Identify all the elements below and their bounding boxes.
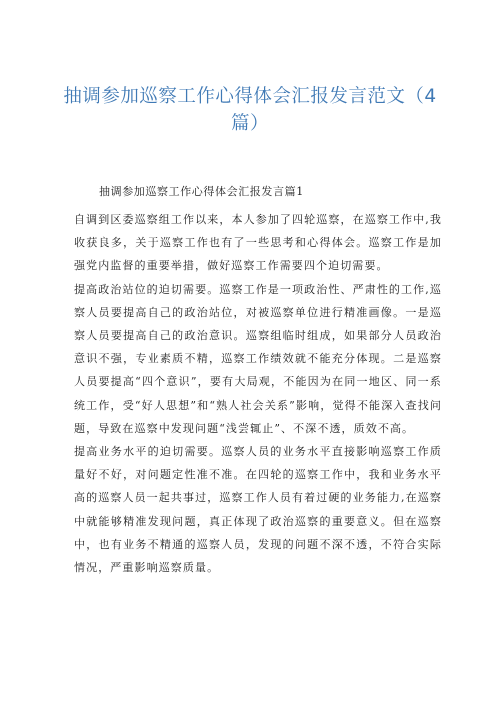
document-title: 抽调参加巡察工作心得体会汇报发言范文（4篇） (63, 86, 437, 134)
section-heading: 抽调参加巡察工作心得体会汇报发言篇1 (99, 185, 304, 198)
paragraph: 自调到区委巡察组工作以来，本人参加了四轮巡察，在巡察工作中,我收获良多，关于巡察工作也有了一些思考和心得体会。巡察工作是加强党内监督的重要举措，做好巡察工作需要四个迫切需要。 (74, 213, 442, 273)
paragraph: 提高业务水平的迫切需要。巡察人员的业务水平直接影响巡察工作质量好不好，对问题定性准不准。在四轮的巡察工作中，我和业务水平高的巡察人员一起共事过，巡察工作人员有着过硬的业务能力,在巡察中就能够精准发现问题，真正体现了政治巡察的重要意义。但在巡察中，也有业务不精通的巡察人员，发现的问题不深不透，不符合实际情况，严重影响巡察质量。 (74, 445, 442, 575)
document-body (74, 208, 442, 579)
paragraph: 提高政治站位的迫切需要。巡察工作是一项政治性、严肃性的工作,巡察人员要提高自己的政治站位，对被巡察单位进行精准画像。一是巡察人员要提高自己的政治意识。巡察组临时组成，如果部分人员政治意识不强，专业素质不精，巡察工作绩效就不能充分体现。二是巡察人员要提高“四个意识”，要有大局观，不能因为在同一地区、同一系统工作，受“好人思想”和“熟人社会关系”影响，觉得不能深入查找问题，导致在巡察中发现问题“浅尝辄止”、不深不透，质效不高。 (74, 282, 442, 435)
